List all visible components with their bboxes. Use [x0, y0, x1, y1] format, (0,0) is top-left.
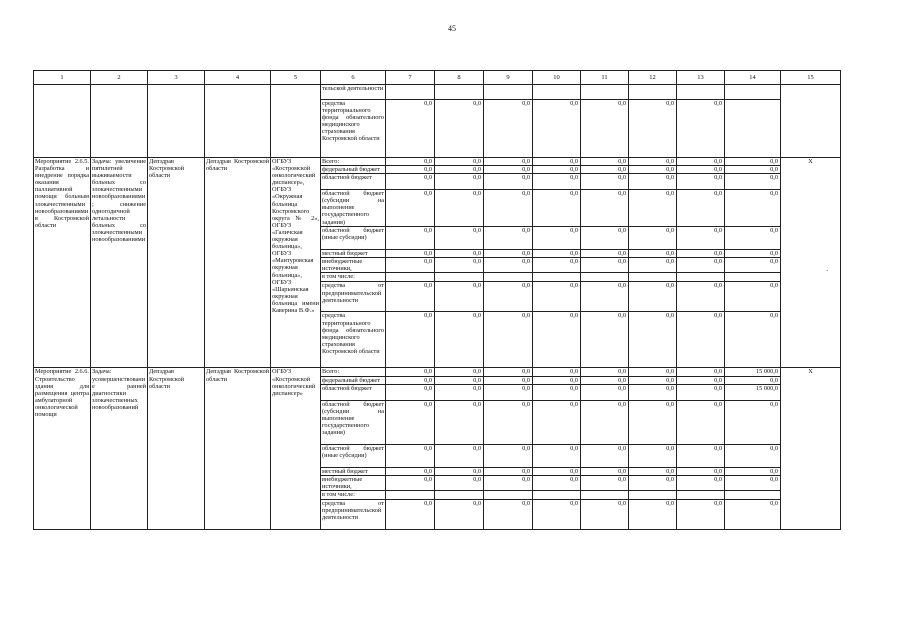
amount-cell: 0,0 — [435, 100, 484, 158]
amount-cell: 0,0 — [435, 376, 484, 384]
amount-cell: 0,0 — [435, 282, 484, 312]
amount-cell: 0,0 — [725, 190, 781, 227]
amount-cell: 15 000,0 — [725, 384, 781, 400]
amount-cell: 0,0 — [581, 258, 629, 273]
amount-cell: 0,0 — [533, 384, 581, 400]
amount-cell: 0,0 — [677, 166, 725, 174]
header-cell: 12 — [629, 71, 677, 85]
amount-cell: 0,0 — [386, 227, 435, 250]
amount-cell: 0,0 — [581, 158, 629, 166]
amount-cell — [581, 273, 629, 282]
amount-cell: 0,0 — [629, 190, 677, 227]
activity-name: Мероприятие 2.6.6. Строительство здания для размещения центра амбулаторной онкологической помощи — [34, 368, 91, 529]
amount-cell: 0,0 — [533, 368, 581, 376]
amount-cell — [435, 273, 484, 282]
amount-cell — [533, 490, 581, 499]
amount-cell — [484, 490, 533, 499]
amount-cell: 0,0 — [386, 190, 435, 227]
amount-cell — [725, 100, 781, 158]
funding-source-label: федеральный бюджет — [321, 166, 386, 174]
responsible-executor: Депздрав Костромской области — [148, 158, 205, 368]
amount-cell: 0,0 — [725, 258, 781, 273]
amount-cell: 0,0 — [533, 258, 581, 273]
amount-cell: 0,0 — [386, 100, 435, 158]
amount-cell: 0,0 — [533, 282, 581, 312]
amount-cell: 0,0 — [484, 250, 533, 258]
amount-cell: 0,0 — [725, 400, 781, 444]
amount-cell: 0,0 — [533, 475, 581, 490]
amount-cell: 0,0 — [533, 312, 581, 368]
amount-cell: 0,0 — [677, 475, 725, 490]
empty-cell — [271, 85, 321, 158]
header-cell: 1 — [34, 71, 91, 85]
amount-cell: 0,0 — [435, 166, 484, 174]
amount-cell: 0,0 — [484, 475, 533, 490]
funding-source-label: федеральный бюджет — [321, 376, 386, 384]
header-cell: 8 — [435, 71, 484, 85]
amount-cell — [533, 273, 581, 282]
amount-cell: 0,0 — [725, 467, 781, 475]
amount-cell: 0,0 — [629, 475, 677, 490]
amount-cell: 0,0 — [435, 499, 484, 529]
amount-cell: 0,0 — [386, 158, 435, 166]
amount-cell: 0,0 — [725, 166, 781, 174]
amount-cell: 0,0 — [435, 475, 484, 490]
activity-name: Мероприятие 2.6.5. Разработка и внедрение порядка оказания паллиативной помощи больным злокачественными новообразованиями в Костромской области — [34, 158, 91, 368]
amount-cell: 0,0 — [484, 467, 533, 475]
amount-cell: 0,0 — [533, 190, 581, 227]
amount-cell — [629, 490, 677, 499]
amount-cell: 0,0 — [629, 499, 677, 529]
amount-cell: 0,0 — [581, 100, 629, 158]
amount-cell: 0,0 — [629, 384, 677, 400]
amount-cell: 0,0 — [677, 190, 725, 227]
amount-cell: 0,0 — [386, 467, 435, 475]
funding-source-label: тельской деятельности — [321, 85, 386, 100]
funding-source-label: в том числе: — [321, 273, 386, 282]
amount-cell: 0,0 — [386, 376, 435, 384]
amount-cell — [677, 85, 725, 100]
amount-cell: 0,0 — [386, 250, 435, 258]
amount-cell: 0,0 — [435, 250, 484, 258]
amount-cell: 0,0 — [581, 475, 629, 490]
header-cell: 4 — [205, 71, 271, 85]
amount-cell: 0,0 — [386, 312, 435, 368]
state-customer: Депздрав Костромской области — [205, 158, 271, 368]
funding-source-label: областной бюджет — [321, 384, 386, 400]
amount-cell: 0,0 — [386, 282, 435, 312]
amount-cell: 0,0 — [581, 227, 629, 250]
amount-cell: 0,0 — [629, 368, 677, 376]
amount-cell: 0,0 — [533, 467, 581, 475]
amount-cell: 0,0 — [629, 400, 677, 444]
amount-cell — [386, 490, 435, 499]
amount-cell: 0,0 — [725, 444, 781, 467]
amount-cell — [725, 490, 781, 499]
executors: ОГБУЗ «Костромской онкологический диспансер», ОГБУЗ «Окружная больница Костромского округа № 2», ОГБУЗ «Галичская окружная больница», ОГБУЗ «Мантуровская окружная больница», ОГБУЗ «Шарьинская окружная больница имени Каверина В.Ф.» — [271, 158, 321, 368]
empty-cell — [91, 85, 148, 158]
amount-cell: 0,0 — [435, 312, 484, 368]
amount-cell: 0,0 — [629, 166, 677, 174]
amount-cell: 0,0 — [386, 499, 435, 529]
amount-cell: 0,0 — [677, 100, 725, 158]
amount-cell: 0,0 — [435, 174, 484, 190]
header-cell: 3 — [148, 71, 205, 85]
amount-cell: 0,0 — [677, 312, 725, 368]
amount-cell: 0,0 — [677, 368, 725, 376]
empty-cell — [148, 85, 205, 158]
amount-cell: 0,0 — [533, 227, 581, 250]
amount-cell: 0,0 — [484, 158, 533, 166]
amount-cell: 0,0 — [386, 400, 435, 444]
funding-source-label: внебюджетные источники, — [321, 258, 386, 273]
funding-source-label: Всего: — [321, 158, 386, 166]
amount-cell: 0,0 — [435, 384, 484, 400]
table-row — [34, 85, 841, 100]
amount-cell: 0,0 — [581, 444, 629, 467]
amount-cell: 0,0 — [725, 174, 781, 190]
amount-cell: 0,0 — [725, 250, 781, 258]
amount-cell: 0,0 — [725, 158, 781, 166]
amount-cell: 0,0 — [677, 227, 725, 250]
amount-cell: 0,0 — [386, 174, 435, 190]
col15-cell: X — [781, 158, 841, 368]
amount-cell: 0,0 — [484, 227, 533, 250]
amount-cell: 0,0 — [581, 282, 629, 312]
stray-mark: · — [826, 267, 829, 275]
amount-cell: 0,0 — [677, 444, 725, 467]
amount-cell: 0,0 — [484, 166, 533, 174]
amount-cell — [581, 490, 629, 499]
funding-source-label: средства территориального фонда обязательного медицинского страхования Костромской области — [321, 100, 386, 158]
amount-cell — [581, 85, 629, 100]
header-cell: 2 — [91, 71, 148, 85]
amount-cell: 0,0 — [581, 376, 629, 384]
amount-cell: 0,0 — [677, 174, 725, 190]
amount-cell — [484, 273, 533, 282]
amount-cell: 0,0 — [435, 400, 484, 444]
amount-cell: 0,0 — [435, 368, 484, 376]
amount-cell — [533, 85, 581, 100]
amount-cell: 0,0 — [677, 384, 725, 400]
amount-cell: 0,0 — [386, 166, 435, 174]
funding-source-label: Всего: — [321, 368, 386, 376]
empty-cell — [205, 85, 271, 158]
amount-cell: 0,0 — [484, 368, 533, 376]
amount-cell: 0,0 — [581, 499, 629, 529]
funding-source-label: средства от предпринимательской деятельности — [321, 282, 386, 312]
amount-cell: 0,0 — [725, 475, 781, 490]
header-cell: 6 — [321, 71, 386, 85]
table-row — [34, 368, 841, 376]
amount-cell: 0,0 — [629, 258, 677, 273]
amount-cell: 0,0 — [484, 174, 533, 190]
amount-cell: 0,0 — [677, 499, 725, 529]
funding-source-label: областной бюджет (субсидии на выполнение государственного задания) — [321, 400, 386, 444]
amount-cell: 0,0 — [435, 190, 484, 227]
funding-source-label: средства от предпринимательской деятельности — [321, 499, 386, 529]
amount-cell: 0,0 — [677, 400, 725, 444]
amount-cell: 0,0 — [581, 368, 629, 376]
header-cell: 5 — [271, 71, 321, 85]
amount-cell: 0,0 — [725, 282, 781, 312]
amount-cell: 0,0 — [677, 250, 725, 258]
amount-cell: 0,0 — [533, 444, 581, 467]
header-cell: 11 — [581, 71, 629, 85]
funding-source-label: местный бюджет — [321, 250, 386, 258]
amount-cell: 0,0 — [533, 499, 581, 529]
amount-cell — [677, 490, 725, 499]
amount-cell: 0,0 — [435, 467, 484, 475]
activity-task: Задача: усовершенствование ранней диагностики злокачественных новообразований — [91, 368, 148, 529]
executors: ОГБУЗ «Костромской онкологический диспансер» — [271, 368, 321, 529]
amount-cell: 0,0 — [484, 190, 533, 227]
amount-cell: 0,0 — [629, 100, 677, 158]
amount-cell — [386, 273, 435, 282]
amount-cell: 0,0 — [484, 312, 533, 368]
funding-source-label: средства территориального фонда обязательного медицинского страхования Костромской области — [321, 312, 386, 368]
amount-cell: 0,0 — [435, 258, 484, 273]
empty-cell — [34, 85, 91, 158]
amount-cell: 0,0 — [629, 467, 677, 475]
amount-cell: 0,0 — [677, 282, 725, 312]
amount-cell: 0,0 — [533, 100, 581, 158]
amount-cell: 0,0 — [386, 475, 435, 490]
amount-cell: 0,0 — [484, 100, 533, 158]
amount-cell: 0,0 — [629, 376, 677, 384]
page-number: 45 — [448, 24, 456, 33]
amount-cell — [435, 490, 484, 499]
funding-source-label: внебюджетные источники, — [321, 475, 386, 490]
amount-cell: 0,0 — [629, 158, 677, 166]
amount-cell: 0,0 — [725, 227, 781, 250]
activity-task: Задача: увеличение пятилетней выживаемости больных со злокачественными новообразованиями; снижение одногодичной летальности больных со злокачественными новообразованиями — [91, 158, 148, 368]
amount-cell: 0,0 — [484, 400, 533, 444]
amount-cell: 0,0 — [386, 258, 435, 273]
amount-cell: 0,0 — [677, 376, 725, 384]
header-cell: 7 — [386, 71, 435, 85]
amount-cell: 0,0 — [677, 258, 725, 273]
amount-cell: 0,0 — [629, 250, 677, 258]
amount-cell: 0,0 — [386, 384, 435, 400]
amount-cell: 0,0 — [629, 174, 677, 190]
funding-source-label: областной бюджет (субсидии на выполнение государственного задания) — [322, 190, 384, 226]
col15-cell — [781, 85, 841, 158]
amount-cell — [629, 273, 677, 282]
amount-cell: 0,0 — [677, 467, 725, 475]
amount-cell: 0,0 — [581, 384, 629, 400]
funding-source-label: областной бюджет (иные субсидии) — [321, 227, 386, 250]
amount-cell — [629, 85, 677, 100]
amount-cell — [677, 273, 725, 282]
amount-cell: 0,0 — [629, 227, 677, 250]
amount-cell: 0,0 — [677, 158, 725, 166]
budget-table — [33, 70, 841, 530]
table-row — [34, 158, 841, 166]
amount-cell: 0,0 — [484, 444, 533, 467]
funding-source-label: в том числе: — [321, 490, 386, 499]
amount-cell: 0,0 — [533, 174, 581, 190]
amount-cell — [725, 85, 781, 100]
amount-cell: 0,0 — [581, 166, 629, 174]
header-cell: 13 — [677, 71, 725, 85]
amount-cell: 0,0 — [435, 444, 484, 467]
amount-cell: 0,0 — [581, 190, 629, 227]
amount-cell: 0,0 — [386, 444, 435, 467]
amount-cell: 0,0 — [484, 376, 533, 384]
amount-cell — [386, 85, 435, 100]
funding-source-label: местный бюджет — [321, 467, 386, 475]
amount-cell: 0,0 — [484, 384, 533, 400]
amount-cell: 0,0 — [725, 499, 781, 529]
amount-cell: 0,0 — [629, 444, 677, 467]
amount-cell: 0,0 — [629, 312, 677, 368]
amount-cell: 0,0 — [581, 400, 629, 444]
header-cell: 15 — [781, 71, 841, 85]
amount-cell: 0,0 — [581, 467, 629, 475]
amount-cell: 0,0 — [484, 499, 533, 529]
state-customer: Депздрав Костромской области — [205, 368, 271, 529]
amount-cell — [435, 85, 484, 100]
funding-source-label: областной бюджет (иные субсидии) — [321, 444, 386, 467]
amount-cell: 0,0 — [533, 376, 581, 384]
amount-cell: 0,0 — [725, 312, 781, 368]
col15-cell: X — [781, 368, 841, 529]
header-cell: 14 — [725, 71, 781, 85]
amount-cell: 0,0 — [581, 250, 629, 258]
amount-cell: 0,0 — [629, 282, 677, 312]
amount-cell: 15 000,0 — [725, 368, 781, 376]
responsible-executor: Депздрав Костромской области — [148, 368, 205, 529]
amount-cell: 0,0 — [581, 174, 629, 190]
amount-cell: 0,0 — [386, 368, 435, 376]
amount-cell: 0,0 — [484, 258, 533, 273]
amount-cell: 0,0 — [484, 282, 533, 312]
header-cell: 10 — [533, 71, 581, 85]
funding-source-label: областной бюджет — [321, 174, 386, 190]
amount-cell — [725, 273, 781, 282]
amount-cell: 0,0 — [533, 166, 581, 174]
amount-cell: 0,0 — [533, 158, 581, 166]
amount-cell: 0,0 — [533, 250, 581, 258]
amount-cell: 0,0 — [581, 312, 629, 368]
amount-cell: 0,0 — [533, 400, 581, 444]
amount-cell: 0,0 — [435, 158, 484, 166]
amount-cell: 0,0 — [725, 376, 781, 384]
amount-cell: 0,0 — [435, 227, 484, 250]
amount-cell — [484, 85, 533, 100]
header-row — [34, 71, 841, 85]
header-cell: 9 — [484, 71, 533, 85]
